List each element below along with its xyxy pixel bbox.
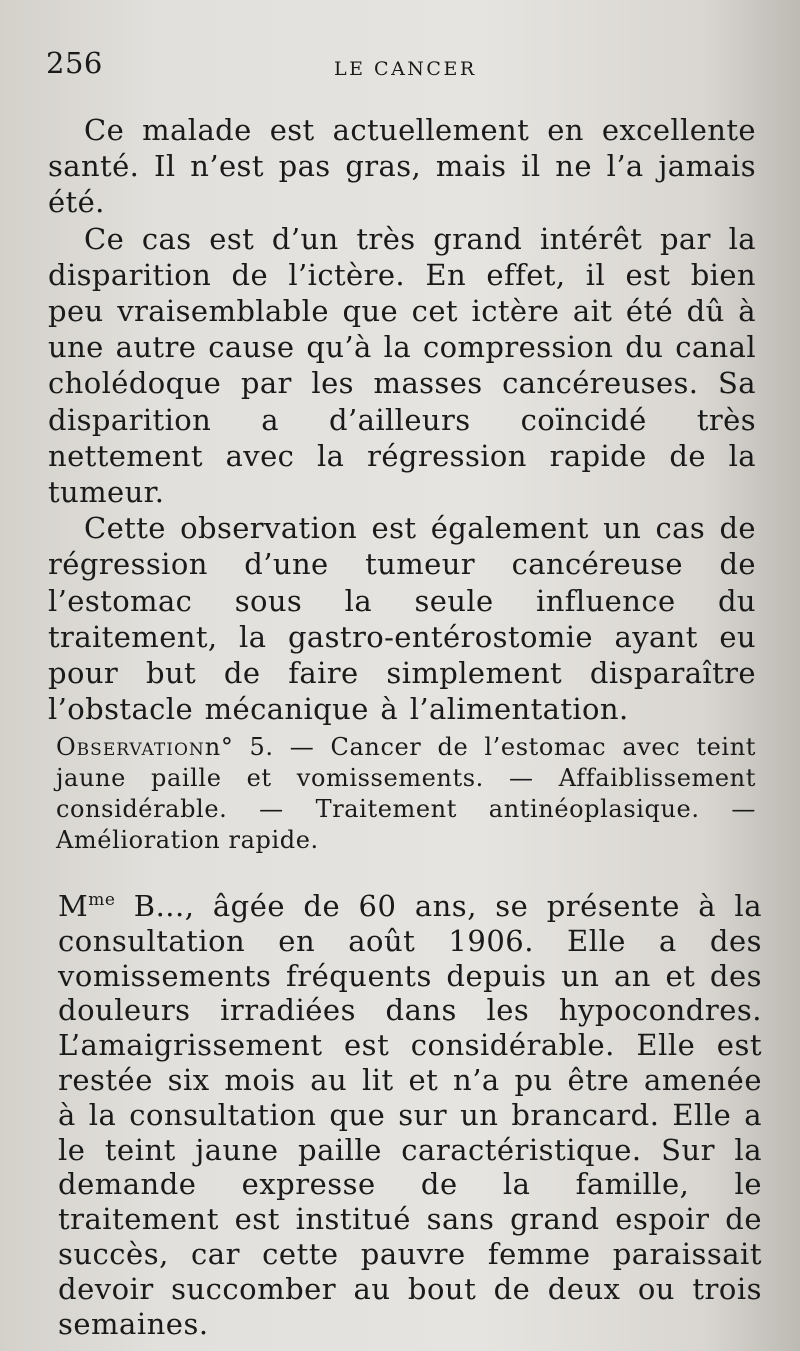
running-title: LE CANCER bbox=[334, 58, 477, 80]
paragraph: Cette observation est également un cas de régression d’une tumeur cancéreuse de l’estomac sous la seule influence du traitement, la gastro-entérostomie ayant eu pour but de faire simplement disparaître l’obstacle mécanique à l’alimentation. bbox=[48, 511, 756, 727]
case-report bbox=[58, 883, 762, 1341]
paragraph: Ce malade est actuellement en excellente santé. Il n’est pas gras, mais il ne l’a jamais été. bbox=[48, 113, 756, 220]
observation-label: Observation bbox=[56, 733, 205, 761]
observation-summary bbox=[56, 732, 756, 856]
patient-title bbox=[58, 889, 115, 923]
paragraph: Ce cas est d’un très grand intérêt par la disparition de l’ictère. En effet, il est bien peu vraisemblable que cet ictère ait été dû à une autre cause qu’à la compression du canal cholédoque par les masses cancéreuses. Sa disparition a d’ailleurs coïncidé très nettement avec la régression rapide de la tumeur. bbox=[48, 221, 756, 510]
patient-title-superscript: me bbox=[88, 890, 116, 910]
case-paragraph bbox=[58, 883, 762, 1341]
patient-title-prefix: M bbox=[58, 889, 89, 923]
observation-text: — Cancer de l’estomac avec teint jaune paille et vomissements. — Affaiblissement considérable. — Traitement antinéoplasique. — Amélioration rapide. bbox=[56, 733, 757, 854]
body-text bbox=[48, 112, 756, 727]
page-header bbox=[46, 46, 746, 86]
page-number: 256 bbox=[46, 46, 103, 80]
observation-heading bbox=[56, 732, 756, 856]
observation-number: n° 5. bbox=[204, 733, 274, 761]
case-text: B..., âgée de 60 ans, se présente à la consultation en août 1906. Elle a des vomissements fréquents depuis un an et des douleurs irradiées dans les hypocondres. L’amaigrissement est considérable. Elle est restée six mois au lit et n’a pu être amenée à la consultation que sur un brancard. Elle a le teint jaune paille caractéristique. Sur la demande expresse de la famille, le traitement est institué sans grand espoir de succès, car cette pauvre femme paraissait devoir succomber au bout de deux ou trois semaines. bbox=[58, 889, 762, 1341]
